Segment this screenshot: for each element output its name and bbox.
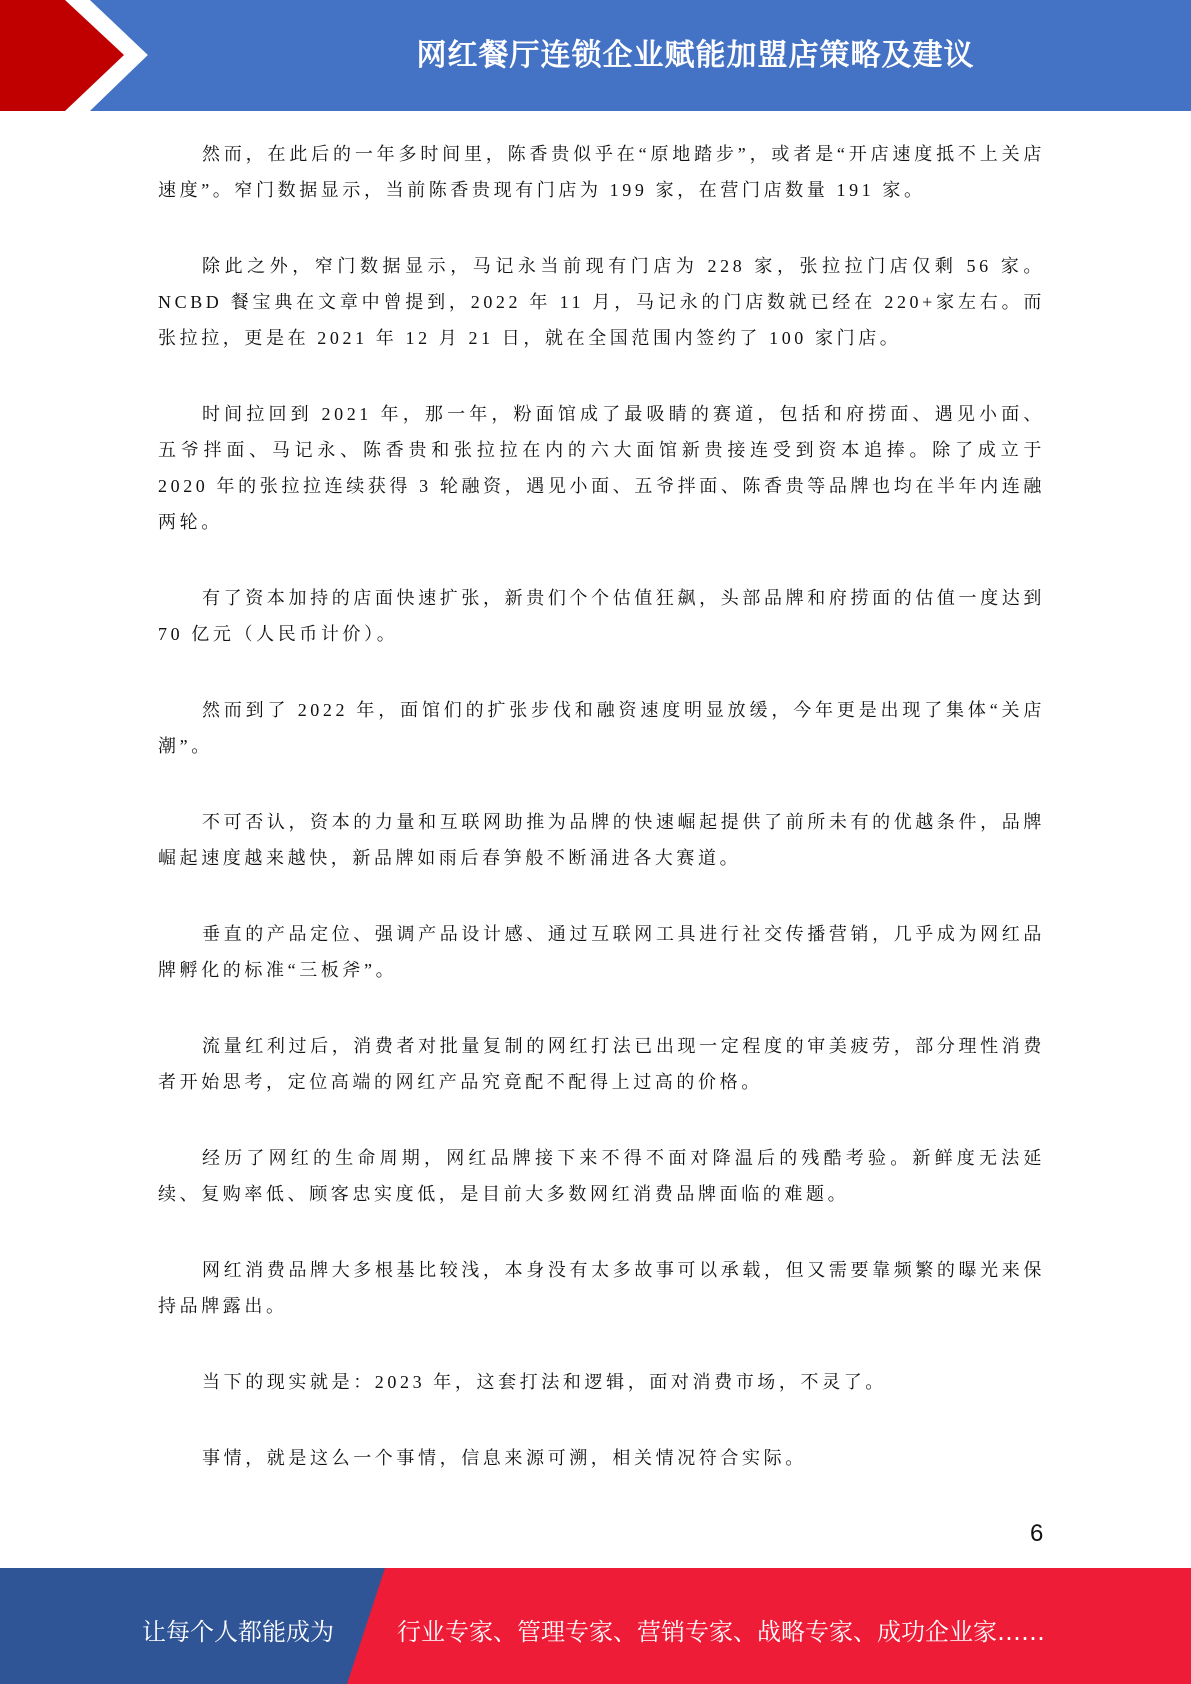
paragraph: 事情，就是这么一个事情，信息来源可溯，相关情况符合实际。 <box>202 1448 807 1468</box>
paragraph: 然而，在此后的一年多时间里，陈香贵似乎在“原地踏步”，或者是“开店速度抵不上关店速度”。窄门数据显示，当前陈香贵现有门店为 199 家，在营门店数量 191 家。 <box>158 144 1045 200</box>
paragraph: 垂直的产品定位、强调产品设计感、通过互联网工具进行社交传播营销，几乎成为网红品牌孵化的标准“三板斧”。 <box>158 924 1045 980</box>
paragraph: 有了资本加持的店面快速扩张，新贵们个个估值狂飙，头部品牌和府捞面的估值一度达到 70 亿元（人民币计价）。 <box>158 588 1045 644</box>
page-footer <box>0 1568 1191 1684</box>
paragraph: 除此之外，窄门数据显示，马记永当前现有门店为 228 家，张拉拉门店仅剩 56 家。NCBD 餐宝典在文章中曾提到，2022 年 11 月，马记永的门店数就已经在 220+家左右。而张拉拉，更是在 2021 年 12 月 21 日，就在全国范围内签约了 100 家门店。 <box>158 256 1045 348</box>
paragraph: 然而到了 2022 年，面馆们的扩张步伐和融资速度明显放缓，今年更是出现了集体“关店潮”。 <box>158 700 1045 756</box>
page-header <box>0 0 1191 111</box>
paragraph: 不可否认，资本的力量和互联网助推为品牌的快速崛起提供了前所未有的优越条件，品牌崛起速度越来越快，新品牌如雨后春笋般不断涌进各大赛道。 <box>158 812 1045 868</box>
paragraph: 当下的现实就是：2023 年，这套打法和逻辑，面对消费市场，不灵了。 <box>202 1372 887 1392</box>
footer-slogan-right: 行业专家、管理专家、营销专家、战略专家、成功企业家…… <box>397 1618 1045 1646</box>
paragraph: 流量红利过后，消费者对批量复制的网红打法已出现一定程度的审美疲劳，部分理性消费者开始思考，定位高端的网红产品究竟配不配得上过高的价格。 <box>158 1036 1045 1092</box>
paragraph: 网红消费品牌大多根基比较浅，本身没有太多故事可以承载，但又需要靠频繁的曝光来保持品牌露出。 <box>158 1260 1045 1316</box>
document-title: 网红餐厅连锁企业赋能加盟店策略及建议 <box>416 38 975 73</box>
paragraph: 经历了网红的生命周期，网红品牌接下来不得不面对降温后的残酷考验。新鲜度无法延续、复购率低、顾客忠实度低，是目前大多数网红消费品牌面临的难题。 <box>158 1148 1045 1204</box>
article-body <box>158 136 1045 1516</box>
footer-slogan-left: 让每个人都能成为 <box>142 1618 334 1646</box>
paragraph: 时间拉回到 2021 年，那一年，粉面馆成了最吸睛的赛道，包括和府捞面、遇见小面、五爷拌面、马记永、陈香贵和张拉拉在内的六大面馆新贵接连受到资本追捧。除了成立于 2020 年的张拉拉连续获得 3 轮融资，遇见小面、五爷拌面、陈香贵等品牌也均在半年内连融两轮。 <box>158 404 1045 532</box>
page-number: 6 <box>1030 1520 1044 1547</box>
